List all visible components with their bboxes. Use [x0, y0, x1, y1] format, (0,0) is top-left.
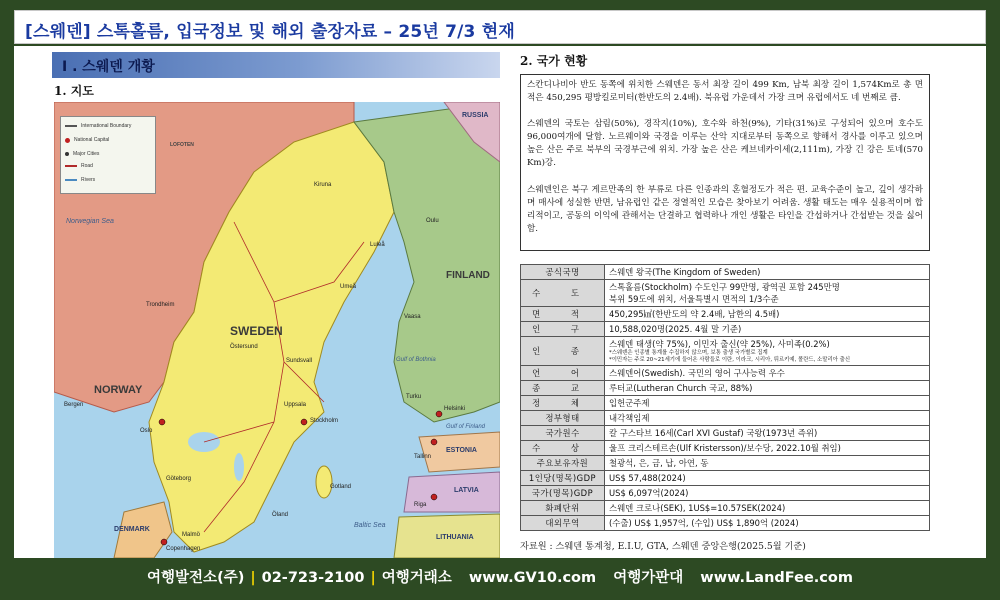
table-row — [521, 322, 930, 337]
finland-region — [354, 102, 500, 422]
vattern-lake — [234, 453, 244, 481]
row-key: 수 상 — [521, 441, 605, 456]
map-label-oulu: Oulu — [426, 218, 439, 224]
map-heading: 1. 지도 — [54, 84, 94, 98]
legend-row: Rivers — [65, 177, 95, 183]
map-label-denmark: DENMARK — [114, 526, 150, 533]
row-value: 루터교(Lutheran Church 국교, 88%) — [605, 381, 930, 396]
row-value-note: *스웨덴은 인종별 통계를 수집하지 않으며, 보통 출생 국가별로 집계 — [609, 350, 768, 356]
map-label-ostersund: Östersund — [230, 344, 258, 350]
row-key: 공식국명 — [521, 265, 605, 280]
map-label-vaasa: Vaasa — [404, 314, 421, 320]
map-label-turku: Turku — [406, 394, 422, 400]
row-value: 내각책임제 — [605, 411, 930, 426]
table-row — [521, 501, 930, 516]
row-value-note: *이민자는 주로 20~21세기에 들어온 사람들로 이란, 이라크, 시리아, 튀르키예, 폴란드, 소말리아 출신 — [609, 357, 851, 363]
footer-market: 여행가판대 — [613, 570, 684, 586]
table-row — [521, 456, 930, 471]
stockholm-marker — [301, 419, 307, 425]
footer-separator: | — [370, 570, 376, 586]
footer-phone: 02-723-2100 — [261, 570, 365, 586]
row-value: 칼 구스타브 16세(Carl XVI Gustaf) 국왕(1973년 즉위) — [605, 426, 930, 441]
row-value: 스웨덴어(Swedish). 국민의 영어 구사능력 우수 — [605, 366, 930, 381]
row-key: 종 교 — [521, 381, 605, 396]
row-key: 인 종 — [521, 337, 605, 366]
legend-row: International Boundary — [65, 123, 131, 129]
map-label-gotland: Gotland — [330, 484, 352, 490]
row-key: 수 도 — [521, 280, 605, 307]
map-label-estonia: ESTONIA — [446, 447, 477, 454]
legend-row: National Capital — [65, 137, 109, 143]
section-banner — [52, 52, 500, 78]
row-value — [605, 337, 930, 366]
map-label-latvia: LATVIA — [454, 487, 479, 494]
row-key: 주요보유자원 — [521, 456, 605, 471]
map-label-sweden: SWEDEN — [230, 324, 283, 338]
table-row — [521, 441, 930, 456]
row-value-line: 스웨덴 태생(약 75%), 이민자 출신(약 25%), 사미족(0.2%) — [609, 339, 830, 349]
source-note: 자료원 : 스웨덴 통계청, E.I.U, GTA, 스웨덴 중앙은행(2025.5월 기준) — [520, 541, 806, 552]
row-key: 국가(명목)GDP — [521, 486, 605, 501]
country-info-table — [520, 264, 930, 531]
row-value: 10,588,020명(2025. 4월 말 기준) — [605, 322, 930, 337]
map-label-lofoten: LOFOTEN — [170, 142, 194, 148]
map-label-uppsala: Uppsala — [284, 402, 307, 408]
table-row — [521, 337, 930, 366]
section-title: I . 스웨덴 개황 — [62, 59, 155, 75]
map-label-gulf-bothnia: Gulf of Bothnia — [396, 357, 436, 363]
map-label-finland: FINLAND — [446, 270, 490, 281]
row-value: 입헌군주제 — [605, 396, 930, 411]
riga-marker — [431, 494, 437, 500]
footer-market-link[interactable]: www.LandFee.com — [700, 570, 853, 586]
row-value — [605, 280, 930, 307]
row-key: 국가원수 — [521, 426, 605, 441]
row-value: 스웨덴 왕국(The Kingdom of Sweden) — [605, 265, 930, 280]
table-row — [521, 426, 930, 441]
copenhagen-marker — [161, 539, 167, 545]
map-label-helsinki: Helsinki — [444, 406, 466, 412]
map-label-stockholm: Stockholm — [310, 418, 339, 424]
map-label-gulf-finland: Gulf of Finland — [446, 424, 486, 430]
row-value: (수출) US$ 1,957억, (수입) US$ 1,890억 (2024) — [605, 516, 930, 531]
table-row — [521, 381, 930, 396]
table-row — [521, 396, 930, 411]
map-label-copenhagen: Copenhagen — [166, 546, 201, 552]
footer-agency-link[interactable]: www.GV10.com — [468, 570, 597, 586]
row-value: 철광석, 은, 금, 납, 아연, 동 — [605, 456, 930, 471]
map-label-lithuania: LITHUANIA — [436, 534, 474, 541]
legend-row: Major Cities — [65, 151, 99, 157]
table-row — [521, 307, 930, 322]
table-row — [521, 366, 930, 381]
map-label-russia: RUSSIA — [462, 112, 489, 119]
footer-company: 여행발전소(주) — [147, 570, 245, 586]
description-paragraph: 스웨덴의 국토는 삼림(50%), 경작지(10%), 호수와 하천(9%), 기타(31%)로 구성되어 있으며 호수도 96,000여개에 달함. 노르웨이와 국경을 이루는 산악 지대로부터 동쪽으로 향해서 경사를 이루고 있으며 높은 산은 주로 북부의 국경부근에 위치. 가장 높은 산은 케브네카이세(2,111m), 가장 긴 강은 토네(570 Km)강. — [527, 119, 923, 169]
row-value: US$ 57,488(2024) — [605, 471, 930, 486]
map-label-norwegian-sea: Norwegian Sea — [66, 218, 114, 225]
map-label-oland: Öland — [272, 512, 289, 518]
map-label-baltic-sea: Baltic Sea — [354, 522, 386, 529]
row-key: 면 적 — [521, 307, 605, 322]
row-key: 인 구 — [521, 322, 605, 337]
row-value: 울프 크리스테르손(Ulf Kristersson)/보수당, 2022.10월 취임) — [605, 441, 930, 456]
country-status-heading: 2. 국가 현황 — [520, 54, 588, 68]
map-legend — [60, 116, 156, 194]
title-bar — [14, 10, 986, 44]
row-value: 스웨덴 크로나(SEK), 1US$=10.57SEK(2024) — [605, 501, 930, 516]
row-value-line: 스톡홀름(Stockholm) 수도인구 99만명, 광역권 포함 245만명 — [609, 282, 840, 292]
description-paragraph: 스칸디나비아 반도 동쪽에 위치한 스웨덴은 동서 최장 길이 499 Km, 남북 최장 길이 1,574Km로 총 면적은 450,295 평방킬로미터(한반도의 2.4배). 북유럽 가운데서 가장 크며 유럽에서도 네 번째로 큼. — [527, 80, 923, 104]
sweden-map — [54, 102, 500, 558]
table-row — [521, 280, 930, 307]
row-value: 450,295㎢(한반도의 약 2.4배, 남한의 4.5배) — [605, 307, 930, 322]
row-key: 정 체 — [521, 396, 605, 411]
country-description — [520, 74, 930, 251]
map-label-tallinn: Tallinn — [414, 454, 432, 460]
table-row — [521, 471, 930, 486]
table-row — [521, 516, 930, 531]
oslo-marker — [159, 419, 165, 425]
map-label-trondheim: Trondheim — [146, 302, 175, 308]
map-label-riga: Riga — [414, 502, 427, 508]
document-sheet — [14, 46, 986, 558]
row-value: US$ 6,097억(2024) — [605, 486, 930, 501]
map-label-sundsvall: Sundsvall — [286, 358, 313, 364]
footer-agency: 여행거래소 — [381, 570, 452, 586]
helsinki-marker — [436, 411, 442, 417]
map-label-norway: NORWAY — [94, 384, 143, 396]
row-value-line: 북위 59도에 위치, 서울특별시 면적의 1/3수준 — [609, 294, 779, 304]
map-label-kiruna: Kiruna — [314, 182, 332, 188]
row-key: 화폐단위 — [521, 501, 605, 516]
row-key: 대외무역 — [521, 516, 605, 531]
map-label-bergen: Bergen — [64, 402, 84, 408]
row-key: 정부형태 — [521, 411, 605, 426]
footer — [0, 566, 1000, 596]
legend-row: Road — [65, 163, 93, 169]
map-label-malmo: Malmö — [182, 532, 201, 538]
map-label-umea: Umeå — [340, 284, 357, 290]
tallinn-marker — [431, 439, 437, 445]
page-title: [스웨덴] 스톡홀름, 입국정보 및 해외 출장자료 – 25년 7/3 현재 — [25, 22, 515, 42]
gotland-island — [316, 466, 332, 498]
map-label-lulea: Luleå — [370, 242, 385, 248]
table-row — [521, 265, 930, 280]
table-row — [521, 411, 930, 426]
table-row — [521, 486, 930, 501]
row-key: 1인당(명목)GDP — [521, 471, 605, 486]
map-label-oslo: Oslo — [140, 428, 153, 434]
footer-separator: | — [250, 570, 256, 586]
row-key: 언 어 — [521, 366, 605, 381]
description-paragraph: 스웨덴인은 북구 게르만족의 한 부류로 다른 인종과의 혼혈정도가 적은 편. 교육수준이 높고, 깊이 생각하며 매사에 성실한 반면, 남유럽인 같은 정열적인 모습은 찾아보기 어려움. 생활 태도는 매우 실용적이며 합리적이고, 공동의 이익에 관해서는 단결하고 협력하나 개인 생활은 타인을 간섭하거나 간섭받는 것을 싫어함. — [527, 184, 923, 234]
map-label-goteborg: Göteborg — [166, 476, 192, 482]
